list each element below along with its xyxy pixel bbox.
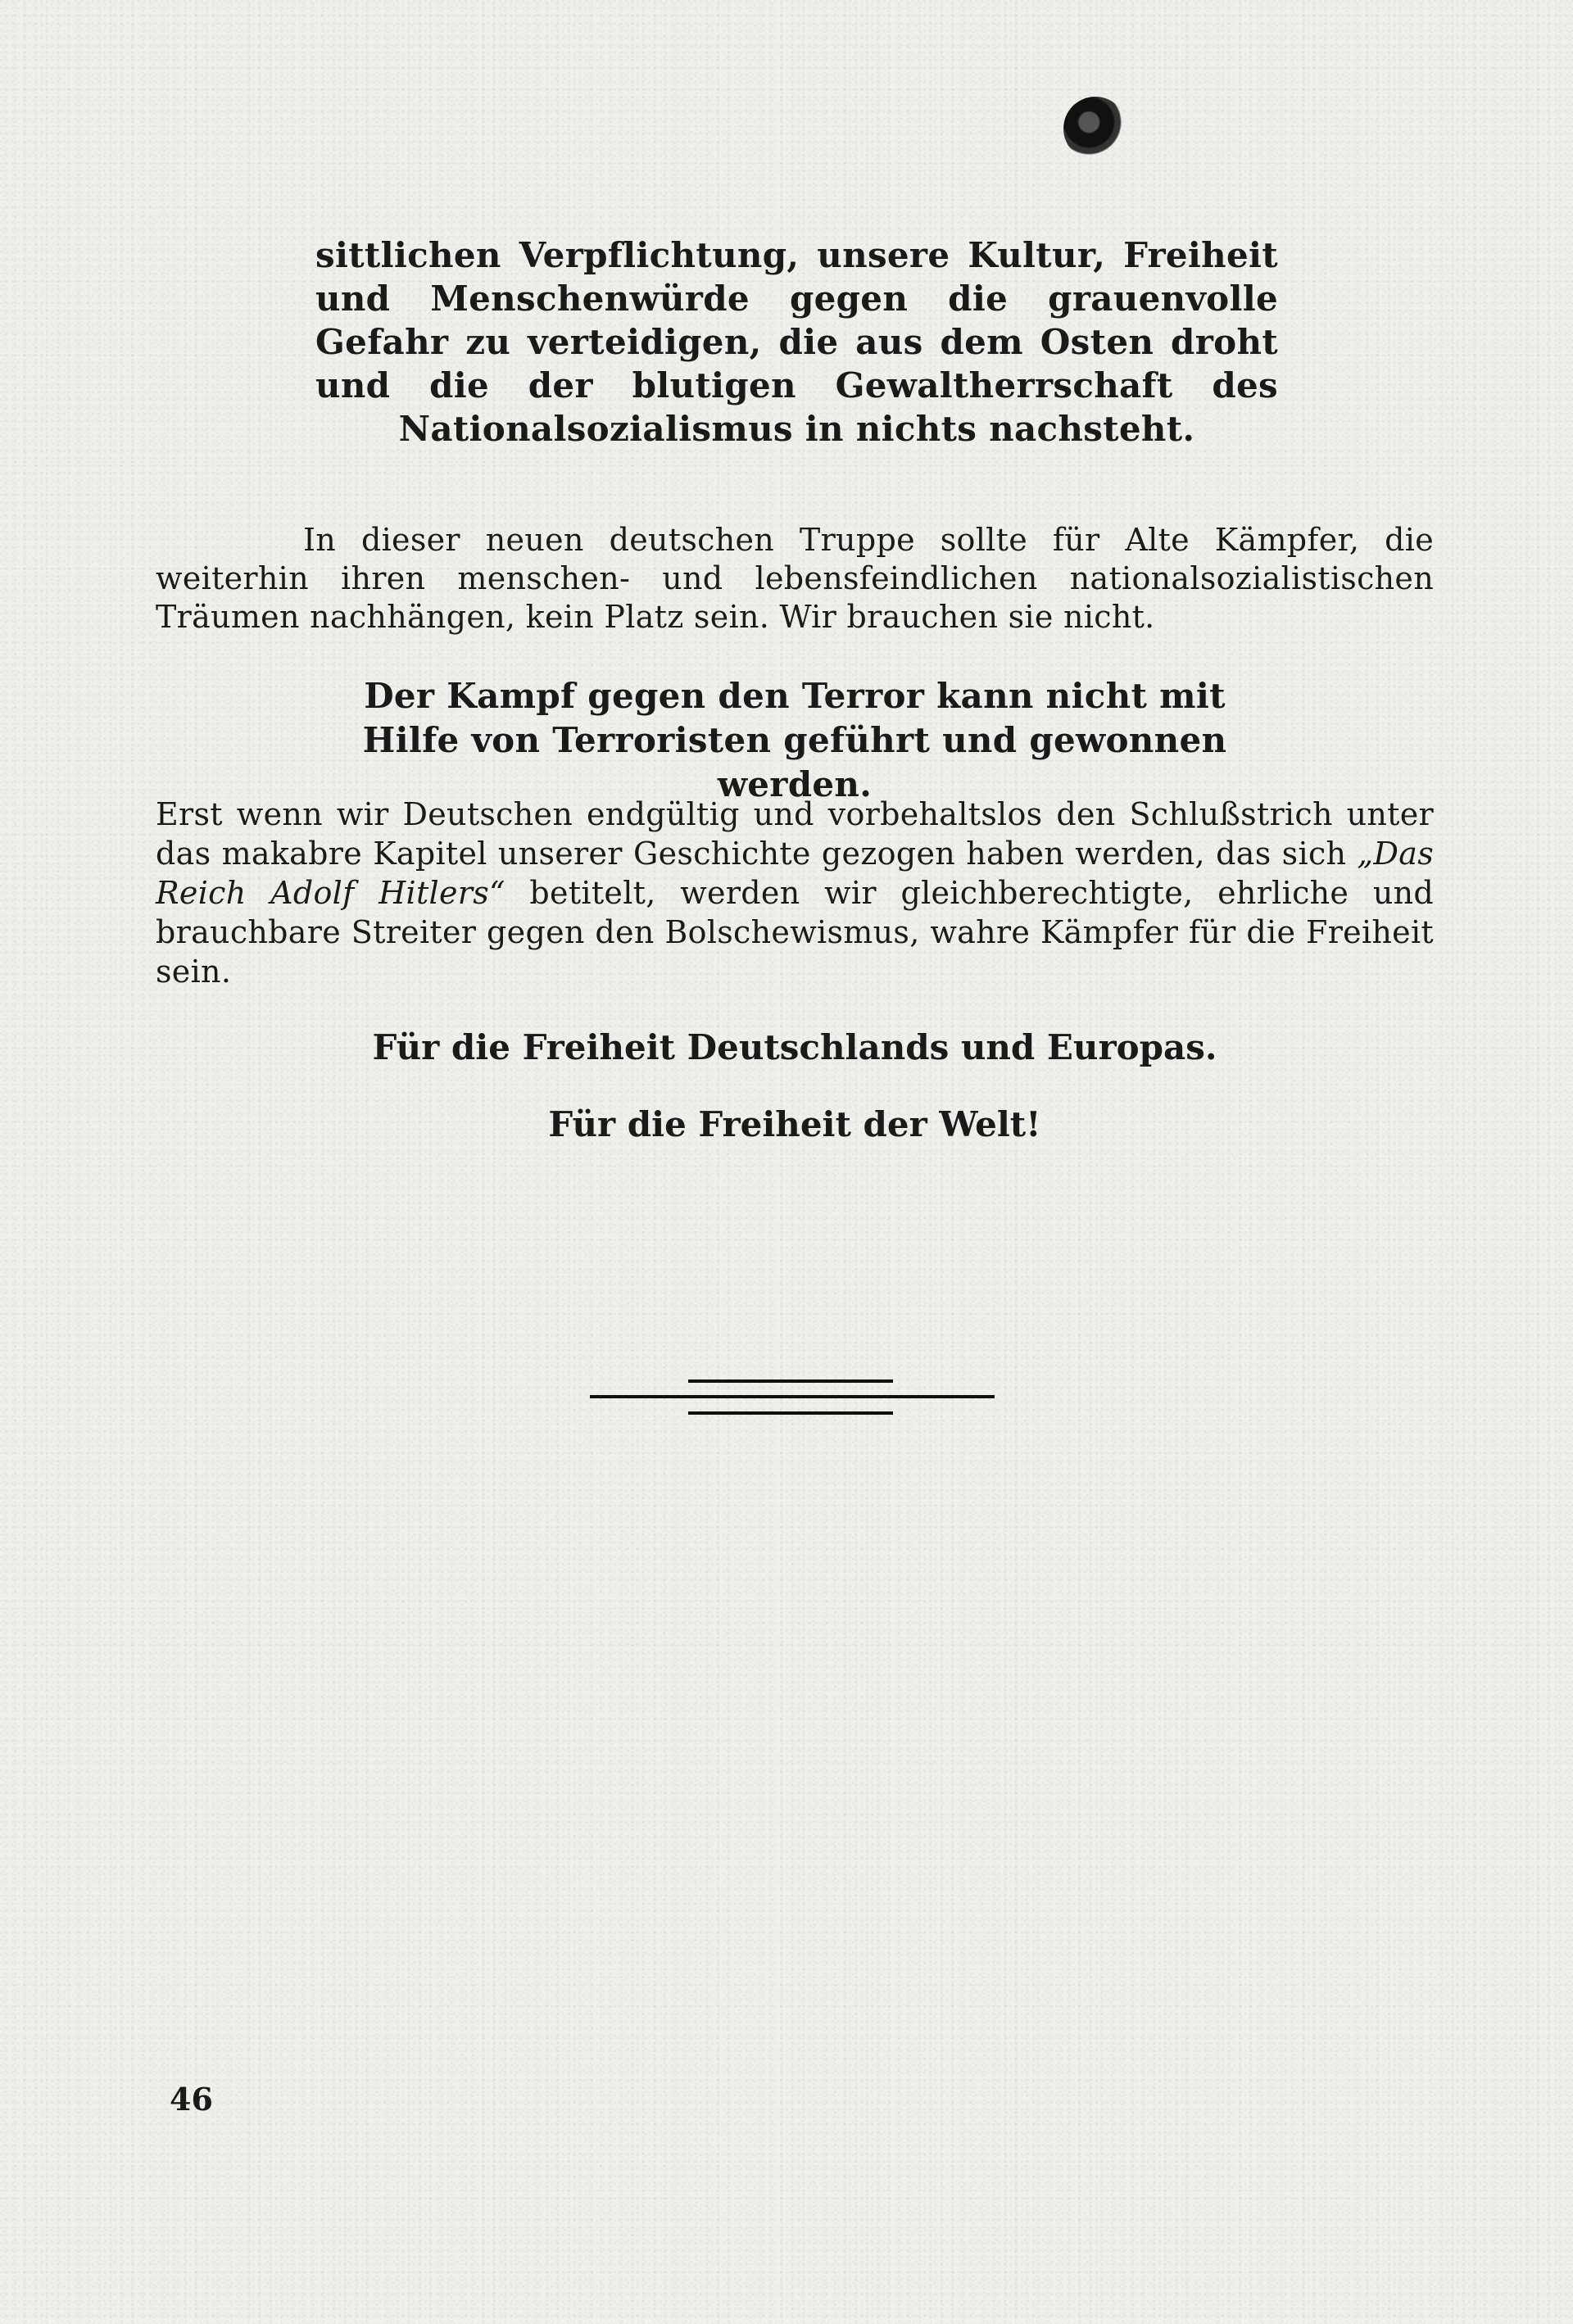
paragraph-4 bbox=[156, 795, 1434, 991]
decorative-rule-top bbox=[688, 1379, 893, 1383]
slogan-europe: Für die Freiheit Deutschlands und Europas. bbox=[372, 1027, 1217, 1067]
ink-blot bbox=[1063, 97, 1127, 161]
paragraph-4-text-after: betitelt, werden wir gleichberechtigte, ehrliche und brauchbare Streiter gegen den Bolschewismus, wahre Kämpfer für die Freiheit sein. bbox=[156, 875, 1434, 990]
slogan-world: Für die Freiheit der Welt! bbox=[548, 1104, 1041, 1144]
decorative-rule-middle bbox=[590, 1395, 995, 1398]
page-number: 46 bbox=[170, 2081, 213, 2118]
paragraph-4-italic-title: „Das Reich Adolf Hitlers“ bbox=[156, 836, 1434, 911]
paragraph-3: Der Kampf gegen den Terror kann nicht mit Hilfe von Terroristen geführt und gewonnen werden. bbox=[362, 676, 1227, 804]
paragraph-1: sittlichen Verpflichtung, unsere Kultur, Freiheit und Menschenwürde gegen die grauenvolle Gefahr zu verteidigen, die aus dem Osten droht und die der blutigen Gewaltherrschaft des Nationalsozialismus in nichts nachsteht. bbox=[315, 235, 1278, 449]
decorative-rule-bottom bbox=[688, 1411, 893, 1415]
paragraph-2: In dieser neuen deutschen Truppe sollte für Alte Kämpfer, die weiterhin ihren menschen- und lebensfeindlichen nationalsozialistischen Träumen nachhängen, kein Platz sein. Wir brauchen sie nicht. bbox=[156, 522, 1434, 635]
paragraph-4-text-before: Erst wenn wir Deutschen endgültig und vorbehaltslos den Schlußstrich unter das makabre Kapitel unserer Geschichte gezogen haben werden, das sich bbox=[156, 796, 1434, 872]
